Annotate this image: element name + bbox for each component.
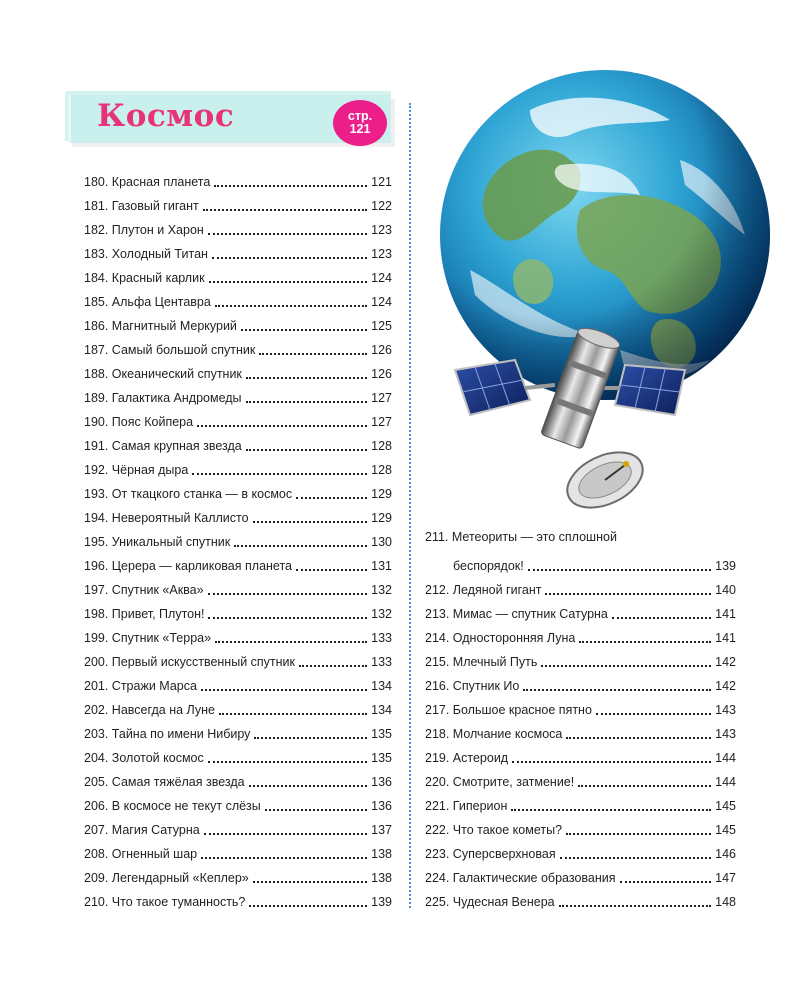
toc-entry-title: 185. Альфа Центавра — [84, 295, 211, 309]
leader-dots — [208, 617, 367, 619]
leader-dots — [203, 209, 367, 211]
toc-entry-page: 146 — [715, 847, 736, 861]
toc-entry[interactable] — [425, 718, 736, 742]
toc-entry[interactable] — [425, 598, 736, 622]
toc-entry-page: 129 — [371, 511, 392, 525]
toc-entry[interactable] — [84, 886, 392, 910]
toc-entry[interactable] — [425, 766, 736, 790]
earth-with-satellite-illustration — [430, 70, 780, 510]
toc-entry[interactable] — [84, 478, 392, 502]
toc-entry[interactable] — [84, 334, 392, 358]
toc-entry[interactable] — [84, 406, 392, 430]
toc-entry-page: 135 — [371, 727, 392, 741]
toc-entry-title: 214. Односторонняя Луна — [425, 631, 576, 645]
toc-entry-title: 215. Млечный Путь — [425, 655, 538, 669]
toc-entry-title: 225. Чудесная Венера — [425, 895, 555, 909]
leader-dots — [299, 665, 367, 667]
leader-dots — [246, 401, 368, 403]
toc-entry[interactable] — [84, 790, 392, 814]
toc-entry-page: 133 — [371, 655, 392, 669]
toc-entry-page: 133 — [371, 631, 392, 645]
toc-entry[interactable] — [425, 742, 736, 766]
toc-entry-title: 203. Тайна по имени Нибиру — [84, 727, 251, 741]
toc-entry[interactable] — [84, 214, 392, 238]
toc-entry-page: 139 — [715, 559, 736, 573]
toc-entry-title: 213. Мимас — спутник Сатурна — [425, 607, 608, 621]
toc-entry[interactable] — [84, 454, 392, 478]
toc-entry-page: 132 — [371, 583, 392, 597]
toc-entry[interactable] — [84, 646, 392, 670]
toc-entry[interactable] — [425, 814, 736, 838]
toc-entry-page: 127 — [371, 391, 392, 405]
leader-dots — [249, 905, 367, 907]
toc-entry[interactable] — [425, 646, 736, 670]
toc-entry-title: 200. Первый искусственный спутник — [84, 655, 295, 669]
toc-entry-title: 195. Уникальный спутник — [84, 535, 231, 549]
toc-entry-page: 145 — [715, 823, 736, 837]
badge-number: 121 — [349, 122, 371, 136]
toc-entry-title: 186. Магнитный Меркурий — [84, 319, 237, 333]
toc-entry-title-continued: беспорядок! — [453, 559, 524, 573]
leader-dots — [578, 785, 711, 787]
toc-entry[interactable] — [84, 430, 392, 454]
toc-entry[interactable] — [425, 574, 736, 598]
toc-entry-title: 212. Ледяной гигант — [425, 583, 542, 597]
toc-entry-page: 143 — [715, 727, 736, 741]
toc-entry-page: 142 — [715, 655, 736, 669]
toc-entry-page: 126 — [371, 343, 392, 357]
leader-dots — [541, 665, 711, 667]
badge-label: стр. — [347, 109, 373, 123]
toc-entry-page: 124 — [371, 271, 392, 285]
leader-dots — [253, 521, 368, 523]
toc-entry[interactable] — [84, 262, 392, 286]
leader-dots — [253, 881, 367, 883]
toc-entry-title: 188. Океанический спутник — [84, 367, 242, 381]
leader-dots — [528, 569, 711, 571]
toc-entry-page: 135 — [371, 751, 392, 765]
toc-entry-page: 123 — [371, 247, 392, 261]
leader-dots — [545, 593, 711, 595]
leader-dots — [201, 857, 367, 859]
leader-dots — [512, 761, 711, 763]
toc-entry-page: 128 — [371, 463, 392, 477]
toc-entry[interactable] — [84, 694, 392, 718]
leader-dots — [265, 809, 367, 811]
toc-entry-title: 204. Золотой космос — [84, 751, 204, 765]
leader-dots — [234, 545, 367, 547]
leader-dots — [246, 377, 367, 379]
toc-entry[interactable] — [425, 622, 736, 646]
leader-dots — [215, 305, 367, 307]
leader-dots — [215, 641, 367, 643]
toc-entry[interactable] — [84, 358, 392, 382]
toc-entry-title: 218. Молчание космоса — [425, 727, 563, 741]
toc-entry-title: 205. Самая тяжёлая звезда — [84, 775, 245, 789]
leader-dots — [579, 641, 711, 643]
toc-entry-title: 182. Плутон и Харон — [84, 223, 204, 237]
toc-entry-title: 187. Самый большой спутник — [84, 343, 256, 357]
toc-entry[interactable] — [84, 718, 392, 742]
toc-entry-page: 136 — [371, 775, 392, 789]
toc-entry-title: 196. Церера — карликовая планета — [84, 559, 292, 573]
toc-left-column — [84, 166, 392, 910]
toc-entry-title: 201. Стражи Марса — [84, 679, 197, 693]
toc-entry-title: 183. Холодный Титан — [84, 247, 208, 261]
toc-entry-page: 122 — [371, 199, 392, 213]
toc-entry-title: 192. Чёрная дыра — [84, 463, 189, 477]
toc-entry-title: 191. Самая крупная звезда — [84, 439, 242, 453]
toc-entry-page: 145 — [715, 799, 736, 813]
toc-entry[interactable] — [84, 838, 392, 862]
toc-entry-page: 139 — [371, 895, 392, 909]
toc-entry-title: 216. Спутник Ио — [425, 679, 520, 693]
toc-entry[interactable] — [84, 310, 392, 334]
leader-dots — [566, 833, 711, 835]
leader-dots — [560, 857, 712, 859]
toc-entry[interactable] — [84, 622, 392, 646]
toc-entry-page: 143 — [715, 703, 736, 717]
toc-entry[interactable] — [84, 574, 392, 598]
column-divider — [409, 103, 411, 908]
leader-dots — [212, 257, 367, 259]
leader-dots — [208, 593, 368, 595]
toc-entry-page: 141 — [715, 607, 736, 621]
leader-dots — [209, 281, 368, 283]
toc-entry[interactable] — [84, 766, 392, 790]
leader-dots — [620, 881, 712, 883]
toc-entry-page: 131 — [371, 559, 392, 573]
toc-entry[interactable] — [84, 598, 392, 622]
leader-dots — [523, 689, 711, 691]
leader-dots — [259, 353, 367, 355]
leader-dots — [208, 761, 367, 763]
leader-dots — [204, 833, 367, 835]
toc-entry-page: 124 — [371, 295, 392, 309]
toc-entry-title: 189. Галактика Андромеды — [84, 391, 242, 405]
leader-dots — [254, 737, 367, 739]
toc-entry-title: 222. Что такое кометы? — [425, 823, 563, 837]
toc-entry-page: 126 — [371, 367, 392, 381]
toc-entry-title: 223. Суперсверхновая — [425, 847, 556, 861]
toc-entry-title: 207. Магия Сатурна — [84, 823, 200, 837]
leader-dots — [192, 473, 367, 475]
toc-entry[interactable] — [84, 670, 392, 694]
toc-entry-title: 181. Газовый гигант — [84, 199, 199, 213]
toc-entry-title: 208. Огненный шар — [84, 847, 198, 861]
toc-entry-title: 198. Привет, Плутон! — [84, 607, 205, 621]
leader-dots — [214, 185, 367, 187]
toc-entry[interactable] — [425, 526, 736, 574]
toc-entry-page: 136 — [371, 799, 392, 813]
toc-entry-title: 202. Навсегда на Луне — [84, 703, 215, 717]
toc-entry-page: 148 — [715, 895, 736, 909]
toc-entry[interactable] — [84, 502, 392, 526]
toc-entry-title: 184. Красный карлик — [84, 271, 205, 285]
toc-entry-title: 217. Большое красное пятно — [425, 703, 592, 717]
toc-entry-page: 129 — [371, 487, 392, 501]
toc-entry-title: 193. От ткацкого станка — в космос — [84, 487, 293, 501]
toc-entry-page: 121 — [371, 175, 392, 189]
toc-entry-title: 180. Красная планета — [84, 175, 211, 189]
toc-entry[interactable] — [84, 526, 392, 550]
leader-dots — [197, 425, 367, 427]
toc-entry-title: 194. Невероятный Каллисто — [84, 511, 249, 525]
toc-entry-page: 134 — [371, 703, 392, 717]
leader-dots — [559, 905, 712, 907]
toc-entry-title: 199. Спутник «Терра» — [84, 631, 212, 645]
toc-entry-title: 197. Спутник «Аква» — [84, 583, 204, 597]
leader-dots — [566, 737, 711, 739]
toc-entry[interactable] — [84, 286, 392, 310]
leader-dots — [296, 569, 367, 571]
toc-entry-page: 132 — [371, 607, 392, 621]
leader-dots — [296, 497, 367, 499]
toc-entry-page: 140 — [715, 583, 736, 597]
toc-entry[interactable] — [84, 550, 392, 574]
leader-dots — [201, 689, 367, 691]
toc-entry-page: 138 — [371, 847, 392, 861]
toc-entry-page: 144 — [715, 751, 736, 765]
leader-dots — [219, 713, 367, 715]
toc-entry[interactable] — [84, 238, 392, 262]
toc-entry-page: 147 — [715, 871, 736, 885]
leader-dots — [511, 809, 711, 811]
toc-entry-title: 206. В космосе не текут слёзы — [84, 799, 261, 813]
toc-entry-page: 123 — [371, 223, 392, 237]
leader-dots — [596, 713, 711, 715]
toc-entry[interactable] — [84, 190, 392, 214]
toc-entry-page: 144 — [715, 775, 736, 789]
toc-entry-title: 210. Что такое туманность? — [84, 895, 246, 909]
toc-entry[interactable] — [425, 694, 736, 718]
toc-entry[interactable] — [84, 814, 392, 838]
leader-dots — [249, 785, 368, 787]
toc-entry-title: 190. Пояс Койпера — [84, 415, 194, 429]
toc-right-column — [425, 526, 736, 910]
toc-entry-title: 211. Метеориты — это сплошной — [425, 530, 617, 544]
toc-entry-page: 142 — [715, 679, 736, 693]
toc-entry-page: 130 — [371, 535, 392, 549]
toc-entry-title: 209. Легендарный «Кеплер» — [84, 871, 249, 885]
toc-entry[interactable] — [84, 862, 392, 886]
toc-entry[interactable] — [84, 382, 392, 406]
leader-dots — [612, 617, 711, 619]
toc-entry[interactable] — [84, 166, 392, 190]
leader-dots — [246, 449, 367, 451]
toc-entry-title: 220. Смотрите, затмение! — [425, 775, 575, 789]
toc-entry-page: 125 — [371, 319, 392, 333]
leader-dots — [208, 233, 367, 235]
toc-entry-page: 138 — [371, 871, 392, 885]
toc-entry-title: 224. Галактические образования — [425, 871, 616, 885]
toc-entry-title: 219. Астероид — [425, 751, 509, 765]
toc-entry-page: 141 — [715, 631, 736, 645]
toc-entry[interactable] — [425, 838, 736, 862]
toc-entry[interactable] — [425, 670, 736, 694]
leader-dots — [241, 329, 367, 331]
toc-entry[interactable] — [425, 790, 736, 814]
toc-entry-page: 127 — [371, 415, 392, 429]
toc-entry-page: 137 — [371, 823, 392, 837]
page-number-badge — [333, 100, 387, 146]
toc-entry-page: 128 — [371, 439, 392, 453]
page-title: Космос — [97, 98, 235, 134]
toc-entry[interactable] — [425, 886, 736, 910]
toc-entry-page: 134 — [371, 679, 392, 693]
toc-entry[interactable] — [425, 862, 736, 886]
toc-entry[interactable] — [84, 742, 392, 766]
toc-entry-title: 221. Гиперион — [425, 799, 508, 813]
